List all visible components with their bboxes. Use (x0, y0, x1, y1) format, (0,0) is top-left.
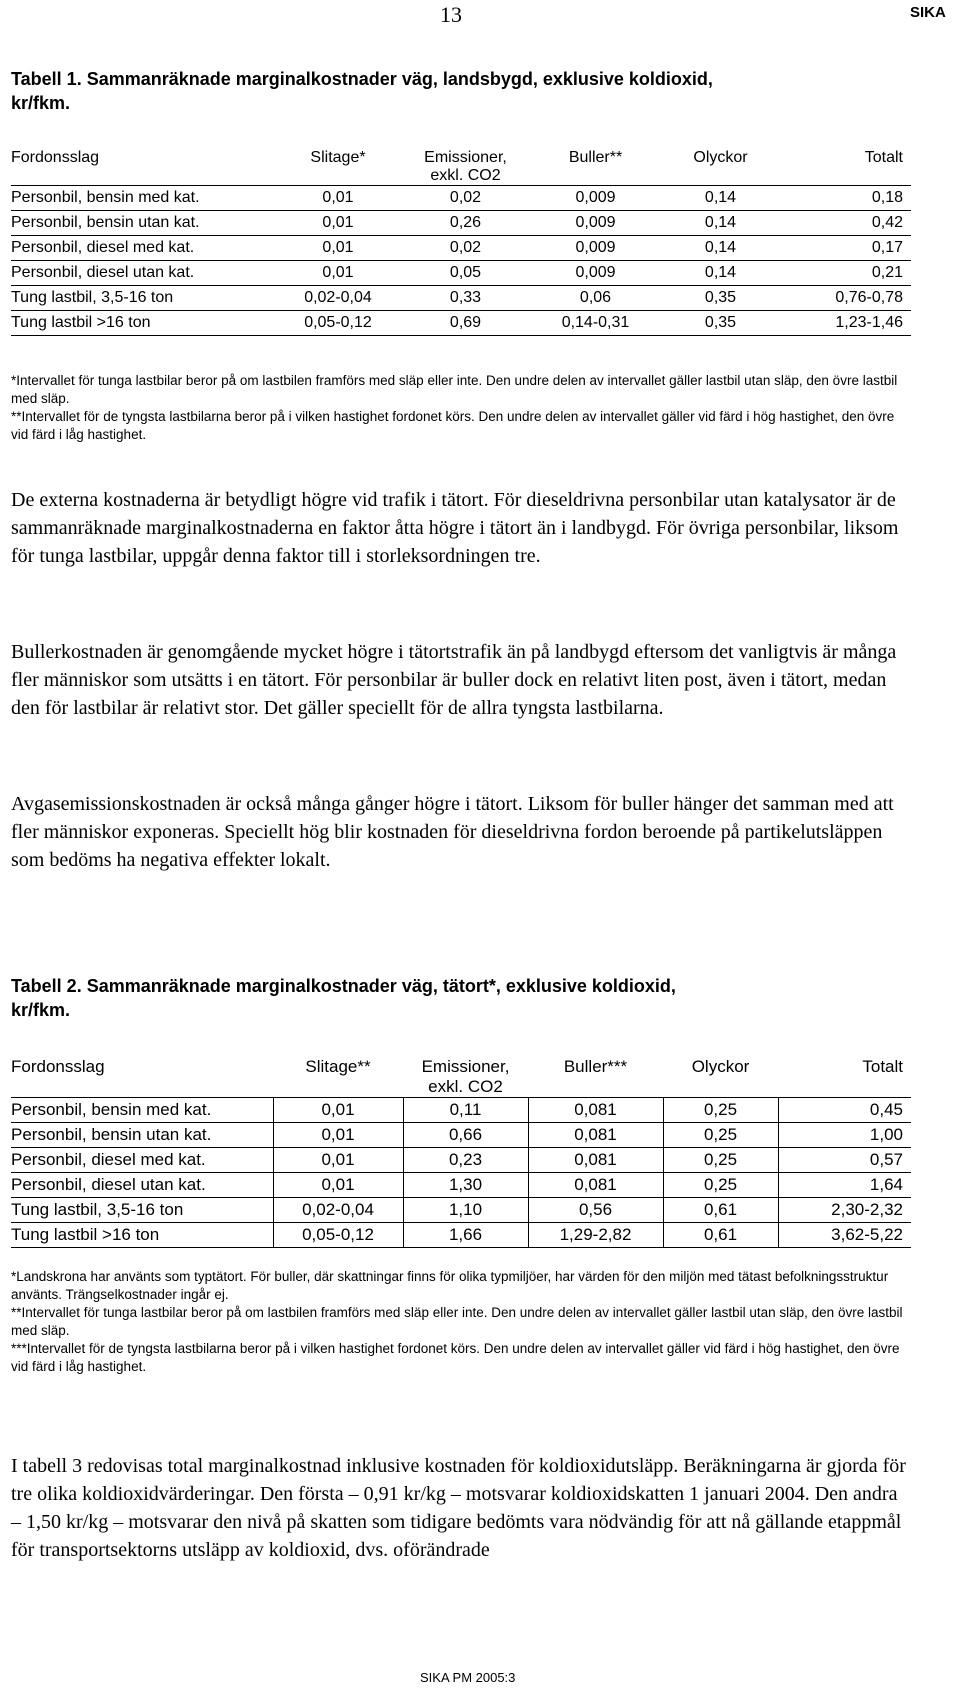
table1-header-subrow (11, 167, 911, 186)
table2-col-header: Totalt (862, 1057, 903, 1076)
table-row (11, 236, 911, 261)
table-cell: 0,01 (273, 236, 403, 261)
table-cell: 1,64 (778, 1173, 911, 1198)
table-row (11, 1148, 911, 1173)
table-cell: 0,009 (528, 261, 663, 286)
table-cell: 0,42 (778, 211, 911, 236)
table-row (11, 286, 911, 311)
table-cell: 0,21 (778, 261, 911, 286)
table2-col-header: Fordonsslag (11, 1057, 105, 1076)
table1-col-header: Olyckor (693, 149, 748, 166)
table-cell: 1,00 (778, 1123, 911, 1148)
table-row (11, 1223, 911, 1248)
table-cell: 0,14-0,31 (528, 311, 663, 336)
table-cell: 0,25 (663, 1123, 778, 1148)
table1-col-header: Fordonsslag (11, 149, 100, 166)
table-cell: 0,01 (273, 1173, 403, 1198)
table2-header-row (11, 1054, 911, 1077)
table-cell: Tung lastbil >16 ton (11, 311, 273, 336)
table-cell: 0,25 (663, 1148, 778, 1173)
table-cell: 0,66 (403, 1123, 528, 1148)
table-cell: 1,23-1,46 (778, 311, 911, 336)
table-cell: 2,30-2,32 (778, 1198, 911, 1223)
table-cell: 0,61 (663, 1198, 778, 1223)
table-cell: 0,05-0,12 (273, 311, 403, 336)
table1-title-line1: Tabell 1. Sammanräknade marginalkostnader väg, landsbygd, exklusive koldioxid, (11, 69, 713, 89)
table-cell: 0,25 (663, 1098, 778, 1123)
table-cell: 0,57 (778, 1148, 911, 1173)
table-cell: Personbil, diesel med kat. (11, 1148, 273, 1173)
table-cell: 0,02-0,04 (273, 1198, 403, 1223)
table-cell: Tung lastbil >16 ton (11, 1223, 273, 1248)
table1-col-header: Buller** (568, 149, 623, 166)
table-row (11, 1123, 911, 1148)
table1-title (11, 67, 911, 115)
table-cell: Personbil, diesel med kat. (11, 236, 273, 261)
table-cell: 0,18 (778, 186, 911, 211)
table-cell: 0,69 (403, 311, 528, 336)
table-cell: 0,05-0,12 (273, 1223, 403, 1248)
table1-notes (11, 372, 911, 444)
table-cell: 0,01 (273, 186, 403, 211)
table-cell: 0,01 (273, 1123, 403, 1148)
table2-note: **Intervallet för tunga lastbilar beror på om lastbilen framförs med släp eller inte. Den undre delen av intervallet gäller lastbil utan släp, den övre lastbil med släp. (11, 1305, 903, 1338)
table-cell: Personbil, bensin med kat. (11, 186, 273, 211)
table1-col-subheader: exkl. CO2 (403, 167, 528, 186)
table1 (11, 146, 911, 336)
table-cell: 0,01 (273, 1098, 403, 1123)
table2 (11, 1054, 911, 1248)
table-cell: 0,35 (663, 311, 778, 336)
page-number: 13 (440, 2, 462, 27)
table-cell: 0,02-0,04 (273, 286, 403, 311)
table2-col-subheader: exkl. CO2 (403, 1077, 528, 1098)
table-cell: 0,33 (403, 286, 528, 311)
table1-title-line2: kr/fkm. (11, 93, 71, 113)
table-cell: 0,25 (663, 1173, 778, 1198)
table2-col-header: Olyckor (691, 1057, 750, 1076)
table-cell: 0,081 (528, 1173, 663, 1198)
table2-title-line2: kr/fkm. (11, 1000, 71, 1020)
closing-paragraph: I tabell 3 redovisas total marginalkostnad inklusive kostnaden för koldioxidutsläpp. Beräkningarna är gjorda för tre olika koldioxidvärderingar. Den första – 0,91 kr/kg – motsvarar koldioxidskatten 1 januari 2004. Den andra – 1,50 kr/kg – motsvarar den nivå på skatten som tidigare bedömts vara nödvändig för att nå gällande etappmål för transportsektorns utsläpp av koldioxid, dvs. oförändrade (11, 1455, 906, 1561)
table2-title-line1: Tabell 2. Sammanräknade marginalkostnader väg, tätort*, exklusive koldioxid, (11, 976, 676, 996)
table-cell: 1,66 (403, 1223, 528, 1248)
table-cell: 0,35 (663, 286, 778, 311)
table-cell: Personbil, bensin utan kat. (11, 1123, 273, 1148)
table-cell: 0,76-0,78 (778, 286, 911, 311)
table-cell: Personbil, diesel utan kat. (11, 1173, 273, 1198)
table-cell: 0,14 (663, 261, 778, 286)
table-cell: Tung lastbil, 3,5-16 ton (11, 286, 273, 311)
table1-header-row (11, 146, 911, 167)
table-cell: 0,56 (528, 1198, 663, 1223)
table1-note: **Intervallet för de tyngsta lastbilarna beror på i vilken hastighet fordonet körs. Den undre delen av intervallet gäller vid färd i hög hastighet, den övre vid färd i låg hastighet. (11, 409, 895, 442)
table-cell: 1,10 (403, 1198, 528, 1223)
table1-col-header: Slitage* (310, 149, 366, 166)
table-cell: 1,30 (403, 1173, 528, 1198)
table-cell: Personbil, bensin utan kat. (11, 211, 273, 236)
table-cell: Personbil, bensin med kat. (11, 1098, 273, 1123)
table2-col-header: Slitage** (305, 1057, 371, 1076)
table1-col-header: Emissioner, (424, 149, 507, 166)
table-cell: 0,01 (273, 211, 403, 236)
body-paragraph: Bullerkostnaden är genomgående mycket högre i tätortstrafik än på landbygd eftersom det vanligtvis är många fler människor som utsätts i en tätort. För personbilar är buller dock en relativt liten post, även i tätort, medan den för lastbilar är relativt stor. Det gäller speciellt för de allra tyngsta lastbilarna. (11, 641, 897, 719)
table2-note: *Landskrona har använts som typtätort. För buller, där skattningar finns för olika typmiljöer, har värden för den miljön med tätast befolkningsstruktur använts. Trängselkostnader ingår ej. (11, 1269, 889, 1302)
table-cell: 0,14 (663, 236, 778, 261)
body-paragraph: De externa kostnaderna är betydligt högre vid trafik i tätort. För dieseldrivna personbilar utan katalysator är de sammanräknade marginalkostnaderna en faktor åtta högre i tätort än i landbygd. För övriga personbilar, liksom för tunga lastbilar, uppgår denna faktor till i storleksordningen tre. (11, 489, 899, 567)
table-cell: 0,17 (778, 236, 911, 261)
table-row (11, 186, 911, 211)
table1-note: *Intervallet för tunga lastbilar beror på om lastbilen framförs med släp eller inte. Den undre delen av intervallet gäller lastbil utan släp, den övre lastbil med släp. (11, 373, 898, 406)
table1-col-header: Totalt (864, 149, 903, 166)
table-cell: 0,081 (528, 1098, 663, 1123)
table-cell: 0,26 (403, 211, 528, 236)
table-cell: 0,45 (778, 1098, 911, 1123)
table2-col-header: Emissioner, (421, 1057, 510, 1076)
table-row (11, 1098, 911, 1123)
table-cell: 0,06 (528, 286, 663, 311)
table-cell: 0,009 (528, 236, 663, 261)
table-row (11, 311, 911, 336)
footer-label: SIKA PM 2005:3 (420, 1670, 516, 1685)
table2-header-subrow (11, 1077, 911, 1098)
table-cell: Personbil, diesel utan kat. (11, 261, 273, 286)
table-cell: 0,02 (403, 186, 528, 211)
table-cell: 0,081 (528, 1148, 663, 1173)
table2-notes (11, 1268, 911, 1376)
table-cell: 0,01 (273, 261, 403, 286)
table-cell: 0,009 (528, 211, 663, 236)
table2-note: ***Intervallet för de tyngsta lastbilarna beror på i vilken hastighet fordonet körs. Den undre delen av intervallet gäller vid färd i hög hastighet, den övre vid färd i låg hastighet. (11, 1341, 900, 1374)
table-cell: 0,05 (403, 261, 528, 286)
table2-col-header: Buller*** (563, 1057, 628, 1076)
table-cell: 0,02 (403, 236, 528, 261)
table-cell: 0,61 (663, 1223, 778, 1248)
table-cell: 0,009 (528, 186, 663, 211)
table-cell: 0,14 (663, 211, 778, 236)
table2-title (11, 974, 911, 1022)
table-cell: 0,14 (663, 186, 778, 211)
table-cell: 3,62-5,22 (778, 1223, 911, 1248)
table-row (11, 211, 911, 236)
table-row (11, 1198, 911, 1223)
brand-label: SIKA (910, 4, 946, 21)
table-cell: 0,081 (528, 1123, 663, 1148)
table-cell: Tung lastbil, 3,5-16 ton (11, 1198, 273, 1223)
table-row (11, 1173, 911, 1198)
table-cell: 0,11 (403, 1098, 528, 1123)
body-paragraph: Avgasemissionskostnaden är också många gånger högre i tätort. Liksom för buller hänger det samman med att fler människor exponeras. Speciellt hög blir kostnaden för dieseldrivna fordon beroende på partikelutsläppen som bedöms ha negativa effekter lokalt. (11, 793, 894, 871)
table-cell: 1,29-2,82 (528, 1223, 663, 1248)
table-row (11, 261, 911, 286)
table-cell: 0,23 (403, 1148, 528, 1173)
table-cell: 0,01 (273, 1148, 403, 1173)
